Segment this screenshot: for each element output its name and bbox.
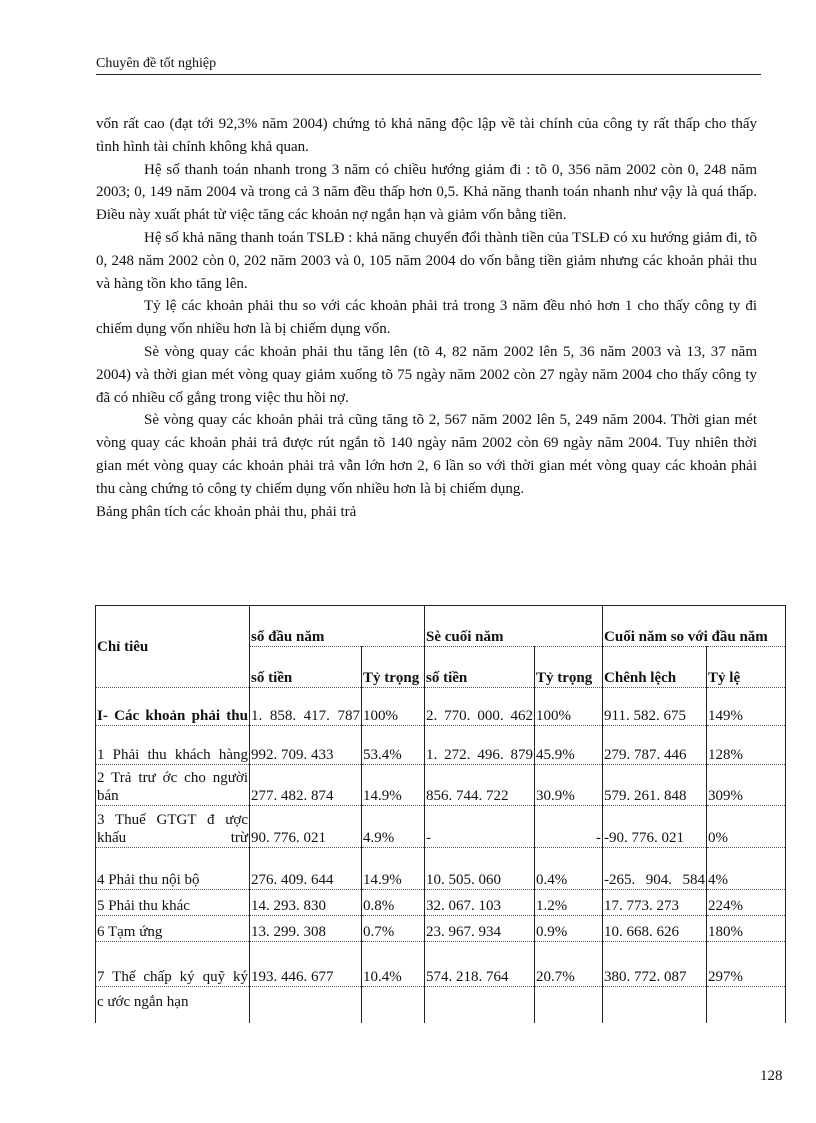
cell-ratio: 149% [707,688,786,726]
cell-amount-start: 276. 409. 644 [250,848,362,890]
cell-ratio: 180% [707,916,786,942]
paragraph-4: Tỷ lệ các khoản phải thu so với các khoản phải trả trong 3 năm đều nhỏ hơn 1 cho thấy công ty đi chiếm dụng vốn nhiều hơn là bị chiếm dụng vốn. [96,298,757,338]
cell-share-start: 14.9% [362,765,425,806]
cell-share-start: 0.8% [362,890,425,916]
paragraph-1: vốn rất cao (đạt tới 92,3% năm 2004) chứng tỏ khả năng độc lập về tài chính của công ty rất thấp cho thấy tình hình tài chính không khả quan. [96,116,757,155]
cell-amount-start: 193. 446. 677 [250,942,362,987]
cell-share-end: 30.9% [535,765,603,806]
table-header-row-1 [96,606,786,647]
page-number: 128 [760,1068,783,1084]
cell-share-end: 20.7% [535,942,603,987]
cell-share-end: 100% [535,688,603,726]
header-title: Chuyên đề tốt nghiệp [96,56,217,71]
header-comparison: Cuối năm so với đầu năm [603,606,786,647]
cell-share-start: 14.9% [362,848,425,890]
cell-amount-end: 2. 770. 000. 462 [425,688,535,726]
cell-amount-start: 1. 858. 417. 787 [250,688,362,726]
header-share-start: Tỷ trọng [362,647,425,688]
cell-difference: -90. 776. 021 [603,806,707,848]
cell-ratio: 128% [707,726,786,765]
cell-amount-start: 277. 482. 874 [250,765,362,806]
cell-amount-end: 1. 272. 496. 879 [425,726,535,765]
cell-share-end: - [535,806,603,848]
cell-share-start: 100% [362,688,425,726]
cell-share-start: 10.4% [362,942,425,987]
table-row [96,916,786,942]
cell-amount-end: 856. 744. 722 [425,765,535,806]
header-difference: Chênh lệch [603,647,707,688]
cell-difference: 380. 772. 087 [603,942,707,987]
cell-amount-start [250,987,362,1023]
cell-difference: 579. 261. 848 [603,765,707,806]
cell-amount-start: 13. 299. 308 [250,916,362,942]
header-start-of-year: số đầu năm [250,606,425,647]
paragraph-2: Hệ số thanh toán nhanh trong 3 năm có chiều hướng giảm đi : tõ 0, 356 năm 2002 còn 0, 248 năm 2003; 0, 149 năm 2004 và trong cả 3 năm đều thấp hơn 0,5. Khả năng thanh toán nhanh như vậy là quá thấp. Điều này xuất phát từ việc tăng các khoản nợ ngắn hạn và giảm vốn bằng tiền. [96,161,757,224]
header-ratio: Tỷ lệ [707,647,786,688]
row-label: 5 Phải thu khác [96,890,250,916]
body-text [96,113,757,523]
paragraph-3: Hệ số khả năng thanh toán TSLĐ : khả năng chuyển đổi thành tiền của TSLĐ có xu hướng giảm đi, tõ 0, 248 năm 2002 còn 0, 202 năm 2003 và 0, 105 năm 2004 do vốn bằng tiền giảm nhưng các khoản phải thu và hàng tồn kho tăng lên. [96,229,757,292]
cell-share-end: 0.9% [535,916,603,942]
cell-difference: 911. 582. 675 [603,688,707,726]
cell-ratio [707,987,786,1023]
cell-amount-end: - [425,806,535,848]
cell-share-end: 1.2% [535,890,603,916]
cell-difference: 10. 668. 626 [603,916,707,942]
cell-share-end: 45.9% [535,726,603,765]
cell-difference: 17. 773. 273 [603,890,707,916]
cell-difference [603,987,707,1023]
cell-share-start: 53.4% [362,726,425,765]
row-label: c ước ngắn hạn [96,987,250,1023]
header-end-of-year: Sè cuối năm [425,606,603,647]
row-label: 1 Phải thu khách hàng [96,726,250,765]
cell-ratio: 4% [707,848,786,890]
table-row [96,890,786,916]
cell-ratio: 224% [707,890,786,916]
row-label: 3 Thuế GTGT đ ược khấu trừ [96,806,250,848]
cell-share-start [362,987,425,1023]
paragraph-5: Sè vòng quay các khoản phải thu tăng lên (tõ 4, 82 năm 2002 lên 5, 36 năm 2003 và 13, 37 năm 2004) và thời gian mét vòng quay giảm xuống tõ 75 ngày năm 2002 còn 27 ngày năm 2004 cho thấy công ty đã có nhiều cố gắng trong việc thu hồi nợ. [96,343,757,406]
header-amount-start: số tiền [250,647,362,688]
row-label: I- Các khoản phải thu [96,688,250,726]
cell-amount-end: 574. 218. 764 [425,942,535,987]
cell-share-end: 0.4% [535,848,603,890]
cell-amount-start: 14. 293. 830 [250,890,362,916]
table-row [96,806,786,848]
paragraph-6: Sè vòng quay các khoản phải trả cũng tăng tõ 2, 567 năm 2002 lên 5, 249 năm 2004. Thời gian mét vòng quay các khoản phải trả được rút ngắn tõ 140 ngày năm 2002 còn 69 ngày năm 2004. Tuy nhiên thời gian mét vòng quay các khoản phải trả vẫn lớn hơn 2, 6 lần so với thời gian mét vòng quay các khoản phải thu càng chứng tỏ công ty chiếm dụng vốn nhiều hơn là bị chiếm dụng. [96,412,757,497]
table-row [96,765,786,806]
cell-amount-start: 90. 776. 021 [250,806,362,848]
cell-ratio: 309% [707,765,786,806]
cell-ratio: 297% [707,942,786,987]
cell-amount-end: 10. 505. 060 [425,848,535,890]
table-row [96,987,786,1023]
cell-amount-end: 32. 067. 103 [425,890,535,916]
cell-share-end [535,987,603,1023]
header-indicator: Chỉ tiêu [96,606,250,688]
header-share-end: Tỷ trọng [535,647,603,688]
cell-difference: 279. 787. 446 [603,726,707,765]
cell-share-start: 0.7% [362,916,425,942]
cell-amount-end: 23. 967. 934 [425,916,535,942]
header-amount-end: số tiền [425,647,535,688]
cell-amount-end [425,987,535,1023]
row-label: 2 Trả trư ớc cho người bán [96,765,250,806]
receivables-table [95,605,786,1023]
row-label: 4 Phải thu nội bộ [96,848,250,890]
table-caption: Bảng phân tích các khoản phải thu, phải trả [96,503,357,520]
cell-ratio: 0% [707,806,786,848]
table-row [96,726,786,765]
row-label: 7 Thế chấp ký quỹ ký [96,942,250,987]
table-row [96,942,786,987]
cell-amount-start: 992. 709. 433 [250,726,362,765]
table-row [96,848,786,890]
page-header [96,56,761,75]
cell-share-start: 4.9% [362,806,425,848]
row-label: 6 Tạm ứng [96,916,250,942]
table-row [96,688,786,726]
cell-difference: -265. 904. 584 [603,848,707,890]
